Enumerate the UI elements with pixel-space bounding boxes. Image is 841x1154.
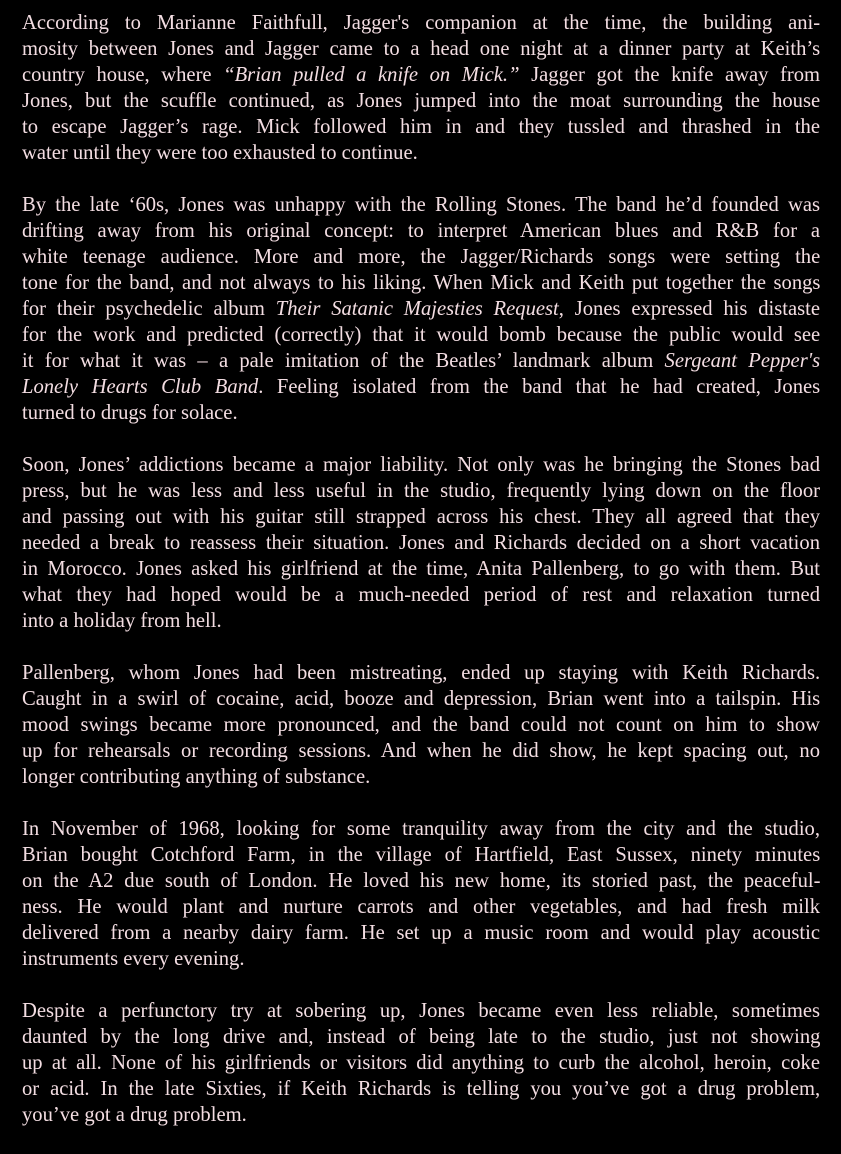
text-segment: ness. He would plant and nurture carrots and other vegetables, and had fresh milk [22, 896, 820, 918]
text-segment: for their psychedelic album [22, 298, 276, 320]
text-segment: what they had hoped would be a much-needed period of rest and relaxation turned [22, 584, 820, 606]
text-segment: . Feeling isolated from the band that he had created, Jones [258, 376, 821, 398]
italic-text: Sergeant Pepper's [664, 350, 821, 372]
text-line [22, 10, 820, 36]
text-segment: country house, where [22, 64, 224, 86]
paragraph [22, 660, 820, 790]
text-segment: and passing out with his guitar still strapped across his chest. They all agreed that they [22, 506, 821, 528]
text-segment: white teenage audience. More and more, the Jagger/Richards songs were setting the [22, 246, 821, 268]
text-line [22, 764, 820, 790]
text-segment: tone for the band, and not always to his liking. When Mick and Keith put together the songs [22, 272, 821, 294]
text-segment: Caught in a swirl of cocaine, acid, booze and depression, Brian went into a tailspin. His [22, 688, 821, 710]
text-line [22, 1076, 820, 1102]
text-segment: water until they were too exhausted to continue. [22, 142, 418, 164]
text-line [22, 348, 820, 374]
text-segment: or acid. In the late Sixties, if Keith Richards is telling you you’ve got a drug problem, [22, 1078, 821, 1100]
text-segment: up for rehearsals or recording sessions. And when he did show, he kept spacing out, no [22, 740, 820, 762]
text-line [22, 738, 820, 764]
text-line [22, 1102, 820, 1128]
text-line [22, 36, 820, 62]
text-line [22, 712, 820, 738]
text-line [22, 998, 820, 1024]
text-segment: on the A2 due south of London. He loved his new home, its storied past, the peaceful- [22, 870, 821, 892]
text-segment: longer contributing anything of substance. [22, 766, 371, 788]
text-line [22, 660, 820, 686]
italic-text: “Brian pulled a knife on Mick.” [223, 64, 520, 86]
text-line [22, 296, 820, 322]
text-segment: delivered from a nearby dairy farm. He set up a music room and would play acoustic [22, 922, 820, 944]
text-segment: Jones, but the scuffle continued, as Jones jumped into the moat surrounding the house [22, 90, 821, 112]
text-line [22, 582, 820, 608]
text-line [22, 686, 820, 712]
text-segment: Pallenberg, whom Jones had been mistreating, ended up staying with Keith Richards. [22, 662, 821, 684]
text-line [22, 920, 820, 946]
text-line [22, 478, 820, 504]
text-segment: into a holiday from hell. [22, 610, 222, 632]
text-segment: According to Marianne Faithfull, Jagger's companion at the time, the building ani- [22, 12, 821, 34]
text-segment: up at all. None of his girlfriends or visitors did anything to curb the alcohol, heroin, coke [22, 1052, 820, 1074]
text-line [22, 608, 820, 634]
text-segment: it for what it was – a pale imitation of the Beatles’ landmark album [22, 350, 665, 372]
text-segment: mood swings became more pronounced, and the band could not count on him to show [22, 714, 820, 736]
text-line [22, 192, 820, 218]
text-segment: for the work and predicted (correctly) that it would bomb because the public would see [22, 324, 821, 346]
text-segment: Brian bought Cotchford Farm, in the village of Hartfield, East Sussex, ninety minutes [22, 844, 821, 866]
italic-text: Lonely Hearts Club Band [22, 376, 259, 398]
paragraph [22, 816, 820, 972]
text-line [22, 868, 820, 894]
text-line [22, 244, 820, 270]
text-segment: Soon, Jones’ addictions became a major liability. Not only was he bringing the Stones bad [22, 454, 820, 476]
italic-text: Their Satanic Majesties Request [275, 298, 559, 320]
text-line [22, 322, 820, 348]
document-page [22, 10, 820, 1154]
text-line [22, 1050, 820, 1076]
text-segment: Jagger got the knife away from [519, 64, 821, 86]
text-line [22, 530, 820, 556]
text-segment: to escape Jagger’s rage. Mick followed him in and they tussled and thrashed in the [22, 116, 820, 138]
paragraph [22, 192, 820, 426]
text-segment: Despite a perfunctory try at sobering up, Jones became even less reliable, sometimes [22, 1000, 820, 1022]
text-segment: mosity between Jones and Jagger came to a head one night at a dinner party at Keith’s [22, 38, 821, 60]
text-line [22, 556, 820, 582]
text-line [22, 88, 820, 114]
text-line [22, 842, 820, 868]
text-line [22, 270, 820, 296]
text-segment: instruments every evening. [22, 948, 245, 970]
text-line [22, 946, 820, 972]
text-line [22, 400, 820, 426]
text-segment: press, but he was less and less useful in the studio, frequently lying down on the floor [22, 480, 820, 502]
paragraph [22, 10, 820, 166]
text-line [22, 894, 820, 920]
text-segment: turned to drugs for solace. [22, 402, 238, 424]
text-line [22, 452, 820, 478]
text-segment: daunted by the long drive and, instead of being late to the studio, just not showing [22, 1026, 821, 1048]
text-segment: , Jones expressed his distaste [558, 298, 820, 320]
paragraph [22, 998, 820, 1128]
paragraph [22, 452, 820, 634]
text-line [22, 114, 820, 140]
text-segment: In November of 1968, looking for some tranquility away from the city and the studio, [22, 818, 820, 840]
text-line [22, 374, 820, 400]
text-segment: needed a break to reassess their situation. Jones and Richards decided on a short vacation [22, 532, 820, 554]
text-line [22, 62, 820, 88]
text-line [22, 218, 820, 244]
text-line [22, 816, 820, 842]
text-segment: drifting away from his original concept: to interpret American blues and R&B for a [22, 220, 820, 242]
text-line [22, 1024, 820, 1050]
text-segment: By the late ‘60s, Jones was unhappy with the Rolling Stones. The band he’d founded was [22, 194, 820, 216]
text-line [22, 140, 820, 166]
text-segment: you’ve got a drug problem. [22, 1104, 247, 1126]
text-segment: in Morocco. Jones asked his girlfriend at the time, Anita Pallenberg, to go with them. But [22, 558, 820, 580]
text-line [22, 504, 820, 530]
